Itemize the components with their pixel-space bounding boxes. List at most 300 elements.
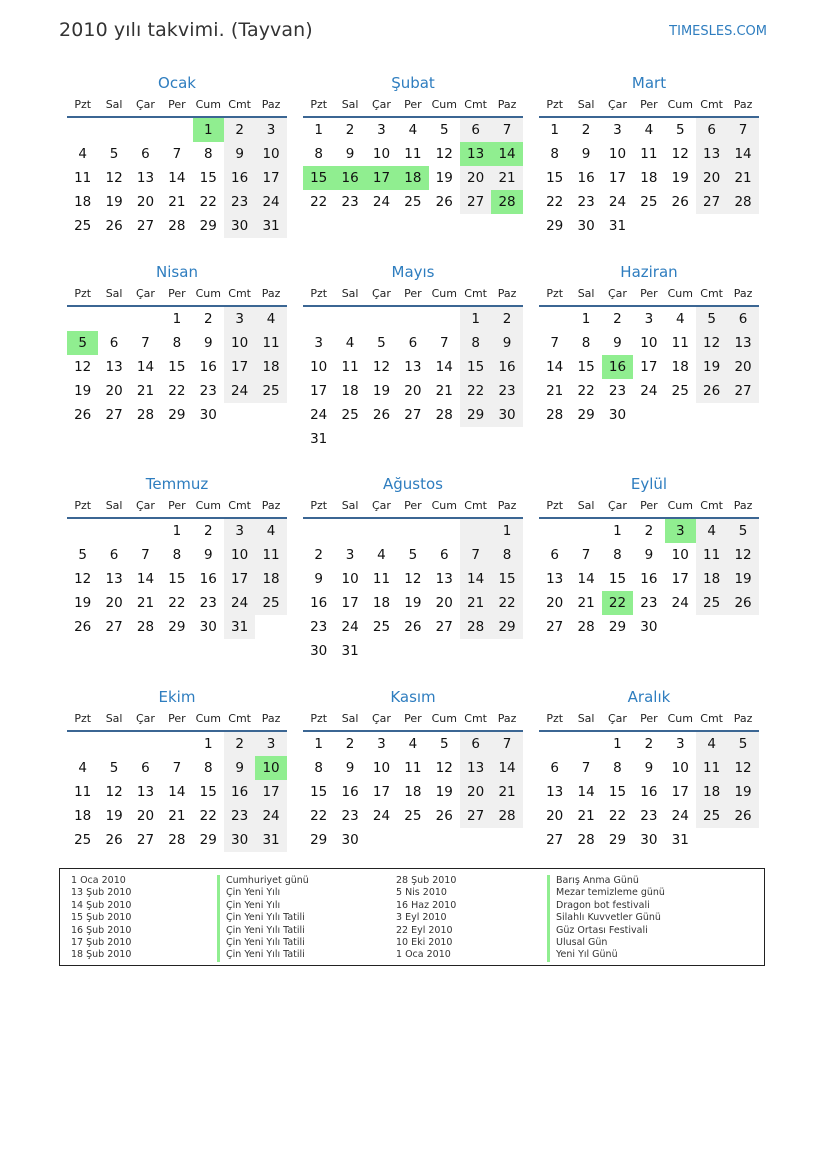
holiday-name: Yeni Yıl Günü: [547, 949, 665, 961]
day-cell: 21: [491, 166, 522, 190]
day-cell: 19: [696, 355, 727, 379]
day-cell: 10: [224, 543, 255, 567]
day-cell: 23: [577, 194, 595, 210]
day-cell: 8: [172, 547, 182, 563]
month-block: [539, 261, 759, 427]
day-cell: 6: [460, 118, 491, 142]
day-cell: 11: [341, 359, 359, 375]
day-cell: 5: [408, 547, 418, 563]
day-cell: 17: [671, 571, 689, 587]
day-cell: 25: [255, 379, 286, 403]
day-cell: 16: [491, 355, 522, 379]
day-cell: 30: [310, 643, 328, 659]
weekday-label: Pzt: [310, 712, 328, 725]
weekday-label: Per: [640, 98, 658, 111]
day-cell: 24: [671, 808, 689, 824]
day-cell: 27: [546, 832, 564, 848]
weekday-label: Cmt: [464, 98, 487, 111]
day-cell: 5: [109, 760, 119, 776]
weekday-label: Paz: [261, 499, 281, 512]
day-cell: 12: [727, 543, 758, 567]
day-cell: 25: [696, 591, 727, 615]
day-cell: 31: [224, 615, 255, 639]
day-cell: 3: [377, 122, 386, 138]
day-grid: [67, 519, 287, 639]
day-cell: 6: [141, 760, 150, 776]
weekday-label: Cum: [667, 712, 693, 725]
day-cell: 10: [640, 335, 658, 351]
day-cell: 4: [255, 519, 286, 543]
holiday-date: 3 Eyl 2010: [396, 912, 447, 924]
day-cell: 6: [109, 547, 119, 563]
weekday-label: Per: [404, 287, 422, 300]
day-cell: 27: [727, 379, 758, 403]
day-cell: 15: [460, 355, 491, 379]
day-cell: 22: [460, 379, 491, 403]
weekday-label: Cmt: [464, 712, 487, 725]
day-cell: 10: [310, 359, 328, 375]
day-cell: 2: [581, 122, 591, 138]
day-cell: 24: [372, 194, 391, 210]
day-cell: 10: [255, 756, 286, 780]
empty-cell: [460, 519, 491, 543]
empty-cell: [303, 519, 334, 543]
day-cell: 12: [105, 170, 123, 186]
empty-cell: [334, 307, 365, 331]
holiday-list: [59, 868, 765, 966]
day-cell: 24: [372, 808, 391, 824]
holiday-date: 28 Şub 2010: [396, 875, 457, 886]
day-cell: 11: [255, 331, 286, 355]
day-cell: 8: [314, 146, 323, 162]
day-cell: 3: [345, 547, 355, 563]
empty-cell: [67, 307, 98, 331]
day-cell: 5: [67, 331, 98, 355]
empty-cell: [98, 118, 129, 142]
day-cell: 8: [613, 760, 622, 776]
month-block: [303, 261, 523, 451]
holiday-date: 16 Haz 2010: [396, 899, 457, 911]
weekday-header: [539, 495, 759, 519]
day-cell: 23: [491, 379, 522, 403]
day-cell: 7: [727, 118, 758, 142]
day-cell: 16: [199, 359, 217, 375]
month-block: [67, 261, 287, 427]
day-cell: 14: [435, 359, 453, 375]
day-cell: 8: [460, 331, 491, 355]
day-cell: 20: [105, 383, 123, 399]
empty-cell: [570, 732, 601, 756]
weekday-header: [67, 94, 287, 118]
weekday-label: Cum: [667, 98, 693, 111]
day-cell: 17: [310, 383, 328, 399]
day-cell: 14: [727, 142, 758, 166]
empty-cell: [130, 732, 161, 756]
day-cell: 27: [435, 619, 453, 635]
day-cell: 25: [671, 383, 689, 399]
day-cell: 5: [439, 736, 449, 752]
day-cell: 19: [435, 784, 453, 800]
day-cell: 23: [310, 619, 328, 635]
weekday-label: Per: [404, 712, 422, 725]
holiday-name: Cumhuriyet günü: [217, 875, 309, 887]
month-block: [67, 72, 287, 238]
day-cell: 16: [640, 571, 658, 587]
day-cell: 21: [136, 595, 155, 611]
day-cell: 19: [671, 170, 689, 186]
weekday-label: Cmt: [700, 712, 723, 725]
day-cell: 13: [136, 784, 155, 800]
empty-cell: [67, 732, 98, 756]
day-cell: 13: [105, 571, 123, 587]
day-cell: 2: [203, 311, 213, 327]
day-cell: 28: [577, 832, 595, 848]
weekday-header: [303, 94, 523, 118]
day-cell: 15: [168, 359, 186, 375]
month-name: Mart: [631, 74, 667, 92]
day-cell: 28: [136, 407, 155, 423]
day-cell: 6: [550, 547, 559, 563]
weekday-label: Pzt: [310, 98, 328, 111]
day-cell: 12: [696, 331, 727, 355]
empty-cell: [255, 403, 286, 427]
weekday-label: Per: [640, 499, 658, 512]
day-cell: 22: [199, 194, 217, 210]
day-cell: 26: [372, 407, 391, 423]
day-cell: 13: [546, 784, 564, 800]
empty-cell: [696, 403, 727, 427]
weekday-label: Çar: [608, 98, 627, 111]
empty-cell: [696, 828, 727, 852]
day-cell: 8: [203, 760, 213, 776]
weekday-label: Cum: [667, 287, 693, 300]
day-cell: 28: [435, 407, 453, 423]
day-cell: 4: [696, 732, 727, 756]
day-cell: 3: [675, 736, 685, 752]
day-cell: 17: [608, 170, 627, 186]
weekday-label: Sal: [105, 499, 123, 512]
weekday-header: [303, 495, 523, 519]
empty-cell: [366, 519, 397, 543]
day-cell: 11: [696, 756, 727, 780]
day-cell: 14: [168, 784, 186, 800]
day-cell: 26: [105, 218, 123, 234]
day-cell: 24: [255, 804, 286, 828]
holiday-date: 1 Oca 2010: [71, 875, 126, 886]
weekday-label: Sal: [341, 287, 359, 300]
weekday-label: Pzt: [546, 98, 564, 111]
holiday-date: 13 Şub 2010: [71, 887, 132, 899]
day-cell: 11: [671, 335, 689, 351]
day-cell: 11: [372, 571, 391, 587]
day-cell: 2: [203, 523, 213, 539]
day-cell: 12: [404, 571, 422, 587]
day-cell: 29: [608, 619, 627, 635]
weekday-label: Sal: [577, 712, 595, 725]
weekday-label: Per: [640, 287, 658, 300]
day-cell: 20: [546, 595, 564, 611]
day-cell: 25: [255, 591, 286, 615]
day-cell: 3: [255, 732, 286, 756]
weekday-header: [539, 94, 759, 118]
day-cell: 27: [460, 190, 491, 214]
day-cell: 20: [435, 595, 453, 611]
month-name: Temmuz: [145, 475, 209, 493]
month-name: Eylül: [630, 475, 668, 493]
month-block: [303, 72, 523, 214]
weekday-label: Cum: [431, 287, 457, 300]
day-cell: 1: [193, 118, 224, 142]
day-cell: 8: [314, 760, 323, 776]
day-cell: 30: [199, 619, 217, 635]
day-cell: 22: [168, 383, 186, 399]
day-cell: 26: [435, 194, 453, 210]
day-cell: 13: [460, 142, 491, 166]
day-cell: 1: [581, 311, 591, 327]
day-cell: 26: [671, 194, 689, 210]
day-cell: 18: [640, 170, 658, 186]
day-cell: 10: [341, 571, 359, 587]
weekday-label: Paz: [261, 712, 281, 725]
day-cell: 24: [255, 190, 286, 214]
day-cell: 27: [546, 619, 564, 635]
day-cell: 16: [602, 355, 633, 379]
weekday-label: Paz: [733, 712, 753, 725]
day-cell: 3: [613, 122, 622, 138]
empty-cell: [334, 427, 365, 451]
day-cell: 13: [435, 571, 453, 587]
day-cell: 16: [341, 784, 359, 800]
day-cell: 5: [109, 146, 119, 162]
month-name: Ekim: [158, 688, 196, 706]
month-name: Haziran: [620, 263, 678, 281]
empty-cell: [366, 639, 397, 663]
day-cell: 21: [435, 383, 453, 399]
day-cell: 22: [491, 591, 522, 615]
day-cell: 22: [602, 591, 633, 615]
weekday-label: Per: [404, 98, 422, 111]
day-cell: 29: [168, 407, 186, 423]
day-cell: 23: [341, 194, 359, 210]
day-cell: 9: [613, 335, 622, 351]
day-cell: 15: [310, 784, 328, 800]
day-cell: 15: [491, 567, 522, 591]
weekday-header: [67, 708, 287, 732]
day-cell: 12: [105, 784, 123, 800]
day-cell: 31: [255, 828, 286, 852]
day-cell: 8: [491, 543, 522, 567]
day-cell: 23: [640, 808, 658, 824]
day-cell: 23: [224, 804, 255, 828]
day-cell: 4: [644, 122, 654, 138]
empty-cell: [130, 307, 161, 331]
day-cell: 27: [105, 407, 123, 423]
day-cell: 1: [491, 519, 522, 543]
empty-cell: [366, 307, 397, 331]
day-cell: 9: [203, 335, 213, 351]
day-cell: 5: [377, 335, 386, 351]
day-cell: 22: [608, 808, 627, 824]
month-name: Şubat: [391, 74, 435, 92]
day-cell: 4: [408, 122, 418, 138]
empty-cell: [130, 118, 161, 142]
day-cell: 1: [550, 122, 559, 138]
day-cell: 20: [460, 166, 491, 190]
empty-cell: [491, 828, 522, 852]
day-cell: 9: [224, 756, 255, 780]
day-cell: 24: [224, 591, 255, 615]
month-block: [539, 72, 759, 238]
empty-cell: [303, 307, 334, 331]
weekday-label: Çar: [136, 98, 155, 111]
day-cell: 29: [199, 832, 217, 848]
day-cell: 3: [665, 519, 696, 543]
day-cell: 11: [74, 784, 92, 800]
day-cell: 1: [314, 122, 323, 138]
weekday-label: Cum: [195, 499, 221, 512]
day-cell: 11: [74, 170, 92, 186]
day-cell: 7: [172, 760, 182, 776]
day-cell: 7: [550, 335, 559, 351]
day-cell: 17: [640, 359, 658, 375]
day-cell: 21: [577, 808, 595, 824]
day-cell: 14: [546, 359, 564, 375]
holiday-name: Çin Yeni Yılı Tatili: [217, 925, 309, 937]
day-cell: 20: [460, 780, 491, 804]
day-cell: 25: [74, 218, 92, 234]
day-cell: 19: [105, 808, 123, 824]
empty-cell: [397, 307, 428, 331]
day-cell: 29: [310, 832, 328, 848]
day-cell: 16: [224, 780, 255, 804]
day-cell: 10: [255, 142, 286, 166]
holiday-dates-left: [71, 875, 131, 962]
day-cell: 28: [727, 190, 758, 214]
day-cell: 25: [74, 832, 92, 848]
day-cell: 27: [105, 619, 123, 635]
weekday-label: Cum: [431, 98, 457, 111]
day-cell: 31: [310, 431, 328, 447]
day-cell: 9: [491, 331, 522, 355]
day-cell: 18: [397, 166, 428, 190]
day-cell: 19: [105, 194, 123, 210]
holiday-dates-right: [396, 875, 456, 962]
day-cell: 28: [491, 804, 522, 828]
empty-cell: [429, 427, 460, 451]
day-cell: 2: [224, 118, 255, 142]
day-cell: 14: [136, 359, 155, 375]
empty-cell: [727, 828, 758, 852]
weekday-label: Çar: [136, 712, 155, 725]
empty-cell: [460, 639, 491, 663]
day-cell: 22: [199, 808, 217, 824]
day-cell: 17: [255, 166, 286, 190]
day-cell: 14: [491, 142, 522, 166]
day-cell: 6: [696, 118, 727, 142]
empty-cell: [98, 519, 129, 543]
day-grid: [303, 732, 523, 852]
day-cell: 31: [341, 643, 359, 659]
day-cell: 8: [550, 146, 559, 162]
day-cell: 29: [577, 407, 595, 423]
day-cell: 28: [136, 619, 155, 635]
day-cell: 23: [608, 383, 627, 399]
weekday-label: Çar: [372, 712, 391, 725]
day-cell: 16: [334, 166, 365, 190]
day-cell: 28: [460, 615, 491, 639]
empty-cell: [67, 519, 98, 543]
day-cell: 24: [608, 194, 627, 210]
weekday-label: Çar: [136, 499, 155, 512]
day-cell: 15: [577, 359, 595, 375]
empty-cell: [397, 828, 428, 852]
holiday-date: 18 Şub 2010: [71, 949, 132, 961]
day-cell: 12: [74, 571, 92, 587]
day-cell: 22: [310, 194, 328, 210]
weekday-label: Cmt: [228, 712, 251, 725]
day-cell: 9: [644, 760, 654, 776]
day-cell: 4: [696, 519, 727, 543]
day-cell: 10: [372, 146, 391, 162]
day-cell: 10: [224, 331, 255, 355]
weekday-label: Per: [168, 287, 186, 300]
day-cell: 27: [404, 407, 422, 423]
day-cell: 17: [224, 567, 255, 591]
day-cell: 17: [372, 784, 391, 800]
day-cell: 21: [460, 591, 491, 615]
day-cell: 19: [372, 383, 391, 399]
day-cell: 7: [141, 335, 150, 351]
weekday-label: Pzt: [546, 499, 564, 512]
empty-cell: [161, 118, 192, 142]
empty-cell: [665, 403, 696, 427]
weekday-header: [67, 495, 287, 519]
day-cell: 8: [581, 335, 591, 351]
day-cell: 7: [581, 547, 591, 563]
weekday-label: Cmt: [228, 287, 251, 300]
weekday-label: Cmt: [464, 287, 487, 300]
day-grid: [67, 118, 287, 238]
day-cell: 13: [696, 142, 727, 166]
holiday-date: 16 Şub 2010: [71, 924, 132, 936]
weekday-label: Paz: [497, 287, 517, 300]
day-cell: 7: [141, 547, 150, 563]
day-grid: [539, 118, 759, 238]
day-cell: 12: [727, 756, 758, 780]
day-cell: 27: [136, 218, 155, 234]
day-cell: 4: [78, 760, 87, 776]
site-link[interactable]: TIMESLES.COM: [669, 24, 767, 39]
day-cell: 12: [435, 146, 453, 162]
day-cell: 23: [199, 383, 217, 399]
month-name: Aralık: [627, 688, 671, 706]
day-cell: 6: [550, 760, 559, 776]
weekday-label: Per: [168, 712, 186, 725]
holiday-date: 14 Şub 2010: [71, 899, 132, 911]
day-cell: 16: [199, 571, 217, 587]
weekday-label: Çar: [372, 287, 391, 300]
weekday-label: Paz: [733, 287, 753, 300]
month-name: Ocak: [158, 74, 196, 92]
day-cell: 15: [303, 166, 334, 190]
day-cell: 7: [491, 732, 522, 756]
day-cell: 20: [404, 383, 422, 399]
holiday-name: Silahlı Kuvvetler Günü: [547, 912, 665, 924]
empty-cell: [633, 403, 664, 427]
weekday-label: Cum: [431, 499, 457, 512]
day-cell: 16: [640, 784, 658, 800]
day-cell: 9: [203, 547, 213, 563]
